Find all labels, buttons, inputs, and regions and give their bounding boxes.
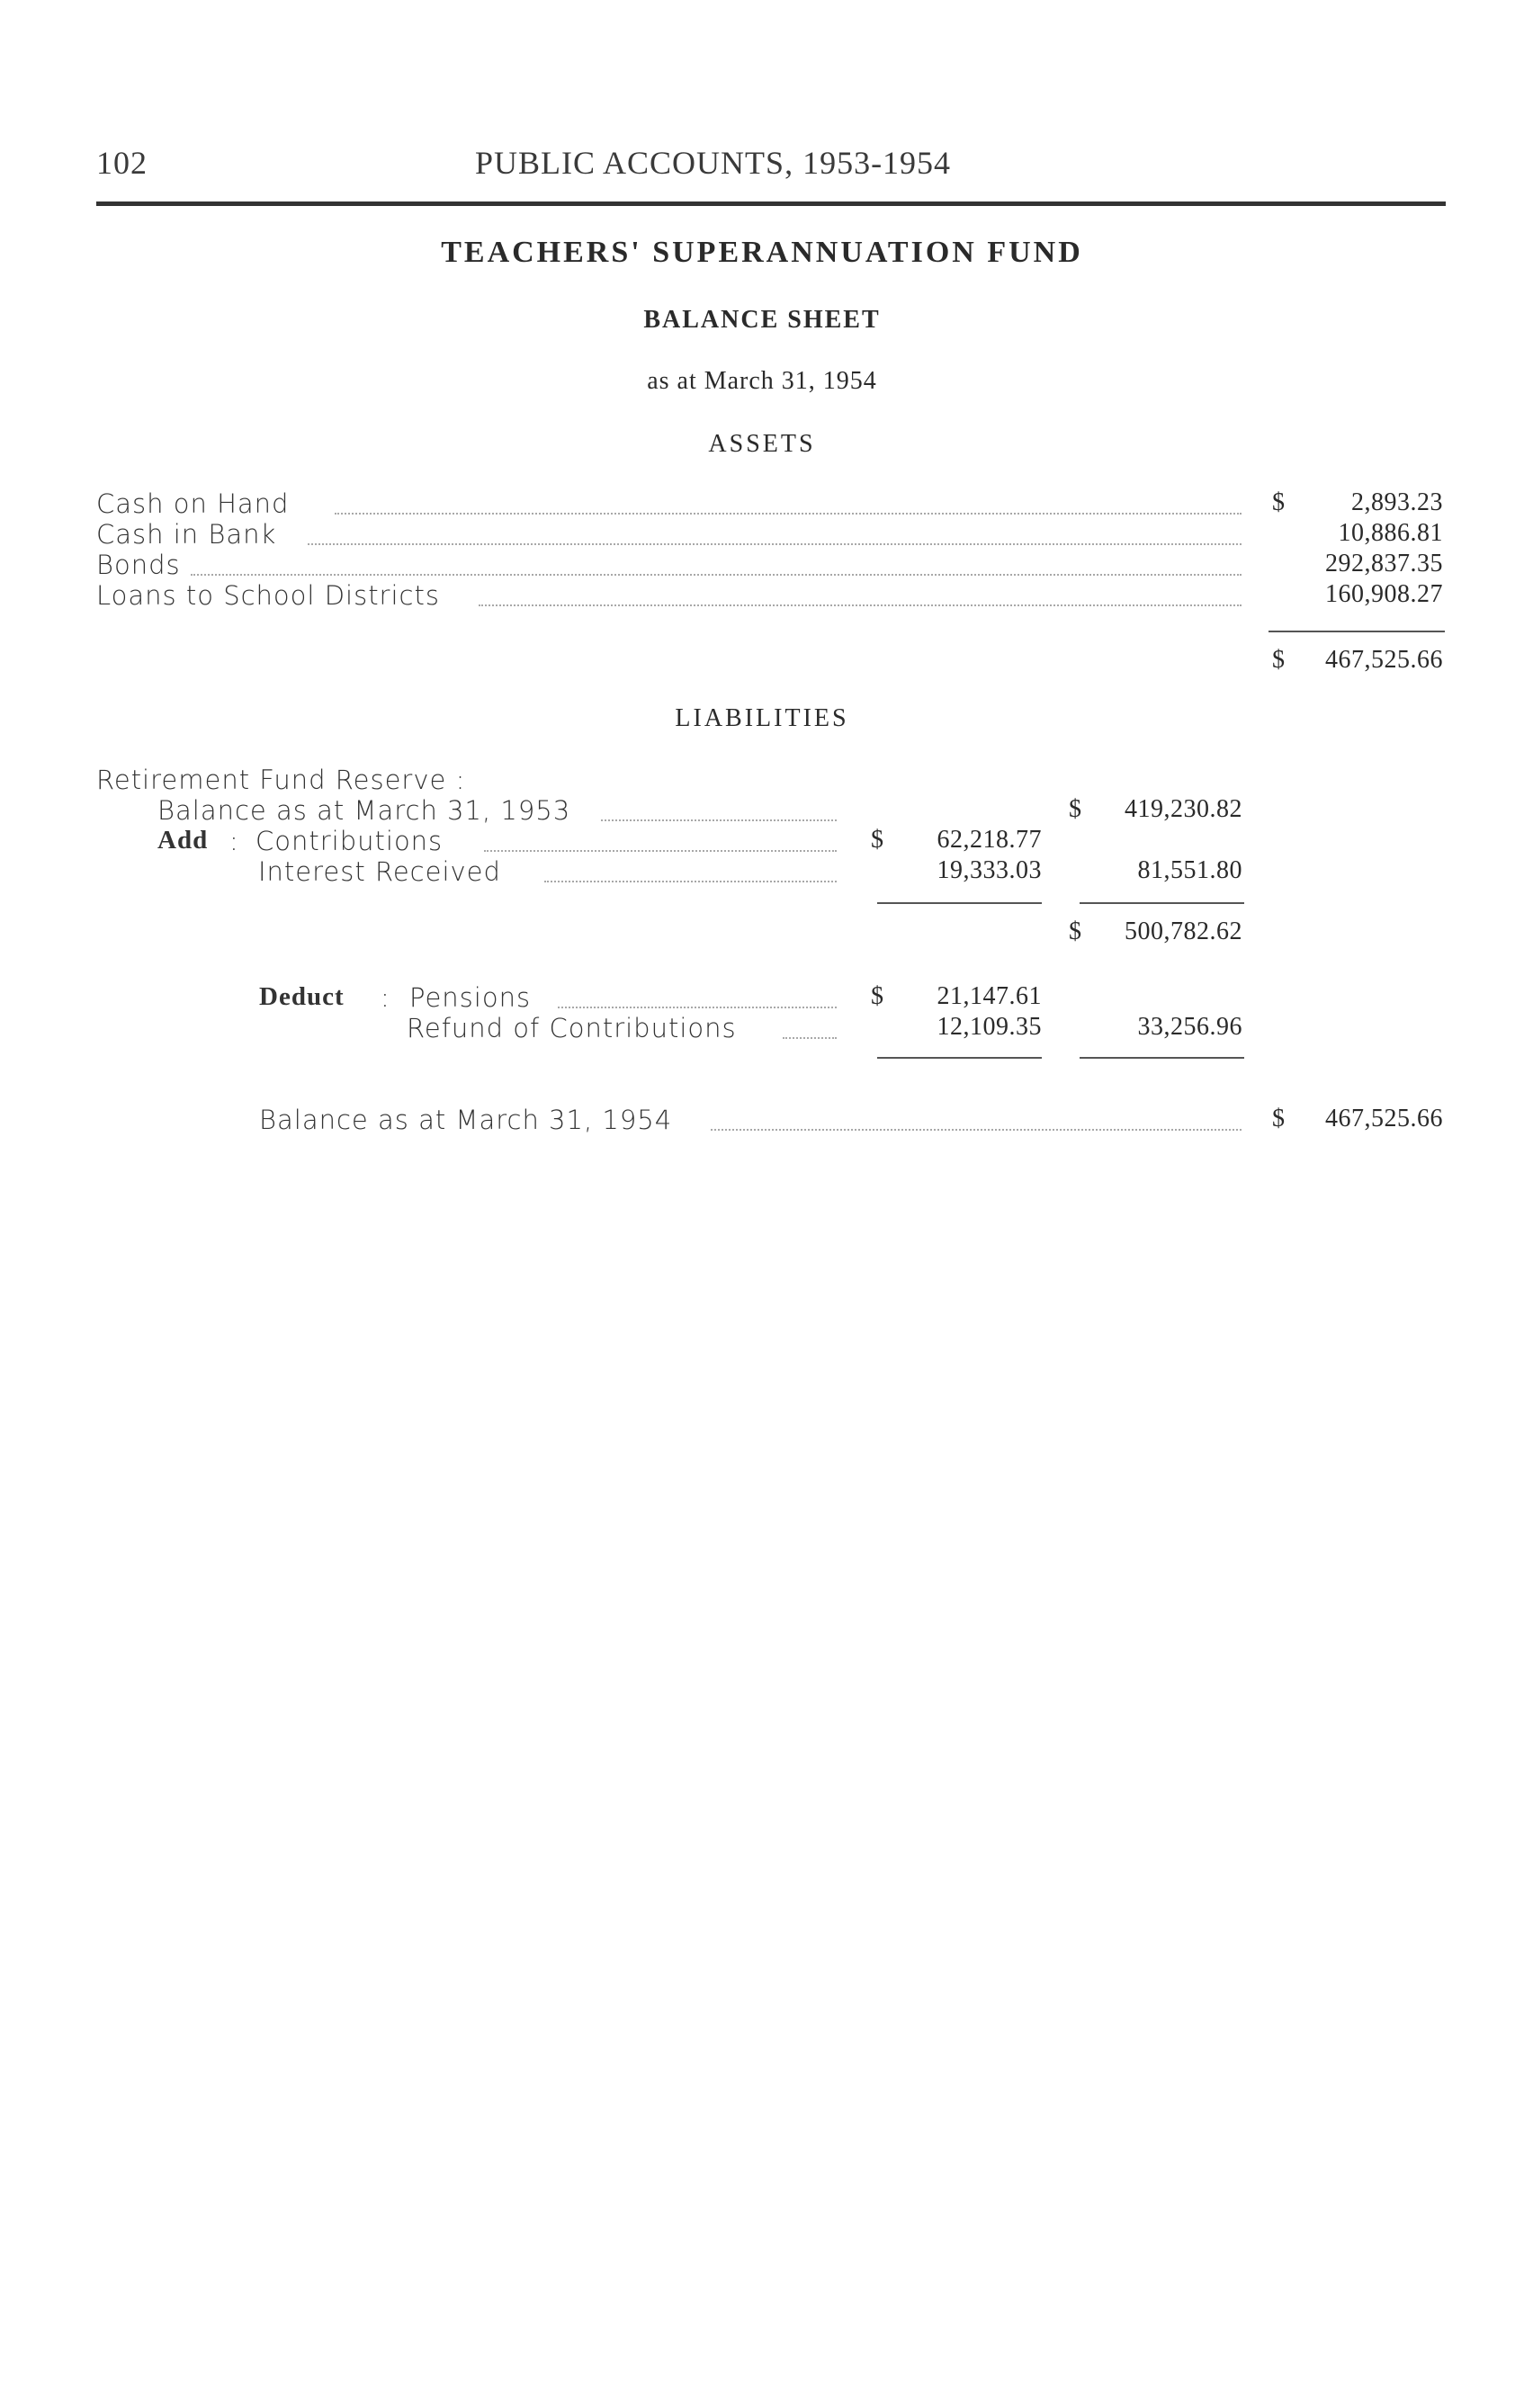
asset-amount-cash-in-bank: 10,886.81 — [1338, 519, 1443, 547]
page-number: 102 — [96, 145, 148, 181]
asset-amount-cash-on-hand: 2,893.23 — [1351, 488, 1443, 516]
document-subtitle: BALANCE SHEET — [643, 306, 881, 334]
total-rule — [1269, 631, 1445, 632]
opening-amount: 419,230.82 — [1125, 795, 1242, 823]
assets-total-currency: $ — [1272, 646, 1286, 674]
pensions-amount: 21,147.61 — [937, 982, 1042, 1010]
contributions-amount: 62,218.77 — [937, 826, 1042, 854]
assets-heading: ASSETS — [708, 430, 816, 458]
leader-dots — [479, 604, 1242, 606]
asset-label-cash-on-hand: Cash on Hand — [96, 488, 290, 519]
deduct-label: Deduct — [259, 982, 345, 1011]
interest-amount: 19,333.03 — [937, 856, 1042, 884]
leader-dots — [544, 881, 837, 882]
asset-label-cash-in-bank: Cash in Bank — [96, 519, 277, 550]
asset-amount-loans: 160,908.27 — [1325, 580, 1443, 608]
leader-dots — [783, 1037, 837, 1039]
deduct-rule — [1080, 1057, 1244, 1059]
opening-balance-label: Balance as at March 31, 1953 — [157, 795, 571, 826]
contributions-label: Contributions — [255, 826, 444, 856]
running-title: PUBLIC ACCOUNTS, 1953-1954 — [475, 145, 952, 181]
header-rule — [96, 201, 1446, 206]
add-total: 81,551.80 — [1137, 856, 1242, 884]
refund-label: Refund of Contributions — [407, 1013, 737, 1043]
leader-dots — [484, 850, 837, 852]
leader-dots — [308, 543, 1242, 545]
opening-currency: $ — [1069, 795, 1082, 823]
pensions-label: Pensions — [409, 982, 532, 1013]
asset-currency: $ — [1272, 488, 1286, 516]
contributions-currency: $ — [871, 826, 884, 854]
subtotal-currency: $ — [1069, 918, 1082, 945]
closing-currency: $ — [1272, 1105, 1286, 1132]
deduct-total: 33,256.96 — [1137, 1013, 1242, 1041]
subtotal-rule — [877, 902, 1042, 904]
deduct-colon: : — [381, 982, 390, 1013]
leader-dots — [601, 819, 837, 821]
reserve-label: Retirement Fund Reserve : — [96, 765, 466, 795]
refund-amount: 12,109.35 — [937, 1013, 1042, 1041]
subtotal-amount: 500,782.62 — [1125, 918, 1242, 945]
closing-amount: 467,525.66 — [1325, 1105, 1443, 1132]
liabilities-heading: LIABILITIES — [675, 704, 849, 732]
add-label: Add — [157, 826, 209, 855]
leader-dots — [711, 1129, 1242, 1131]
leader-dots — [335, 513, 1242, 515]
asset-amount-bonds: 292,837.35 — [1325, 550, 1443, 577]
pensions-currency: $ — [871, 982, 884, 1010]
interest-label: Interest Received — [258, 856, 501, 887]
document-title: TEACHERS' SUPERANNUATION FUND — [441, 236, 1083, 269]
asset-label-bonds: Bonds — [96, 550, 181, 580]
add-colon: : — [229, 826, 239, 856]
subtotal-rule — [1080, 902, 1244, 904]
assets-total: 467,525.66 — [1325, 646, 1443, 674]
asset-label-loans: Loans to School Districts — [96, 580, 440, 611]
deduct-rule — [877, 1057, 1042, 1059]
leader-dots — [191, 574, 1242, 576]
closing-balance-label: Balance as at March 31, 1954 — [259, 1105, 673, 1135]
leader-dots — [558, 1007, 837, 1008]
document-date: as at March 31, 1954 — [647, 367, 877, 395]
